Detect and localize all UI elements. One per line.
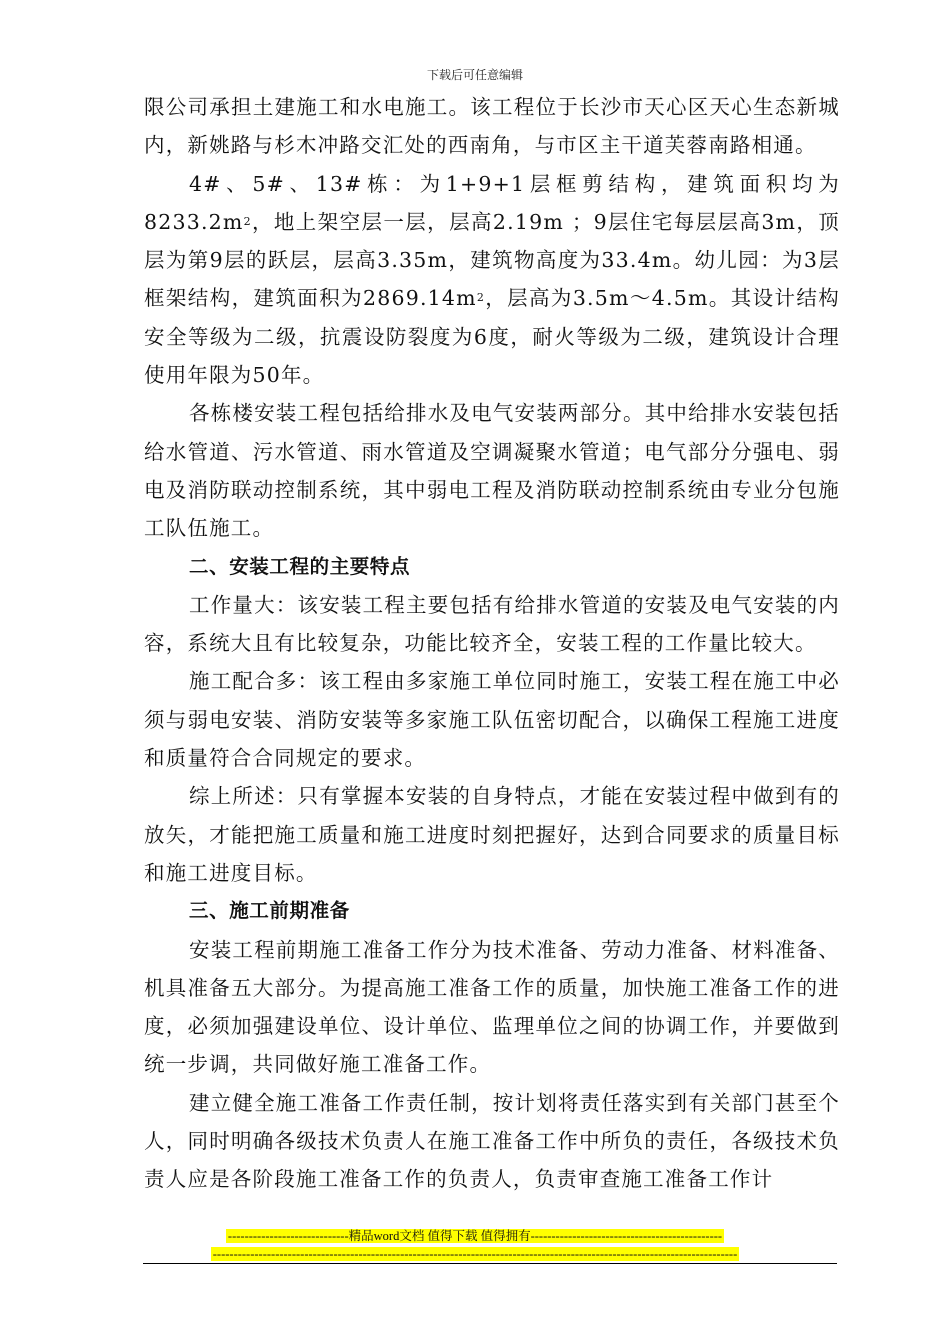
footer-banner-text: -----------------------------精品word文档 值得下载 值得拥有----------------------------------------------: [227, 1229, 723, 1243]
document-body: [144, 88, 840, 1199]
paragraph-2-part-1: 4#、5#、13#栋：为1+9+1层框剪结构，建筑面积均为8233.2m: [144, 171, 840, 234]
section-heading-3: 三、施工前期准备: [189, 899, 350, 923]
paragraph-8: 建立健全施工准备工作责任制，按计划将责任落实到有关部门甚至个人，同时明确各级技术负责人在施工准备工作中所负的责任，各级技术负责人应是各阶段施工准备工作的负责人，负责审查施工准备工作计: [144, 1090, 840, 1192]
paragraph-5: 施工配合多：该工程由多家施工单位同时施工，安装工程在施工中必须与弱电安装、消防安装等多家施工队伍密切配合，以确保工程施工进度和质量符合合同规定的要求。: [144, 669, 840, 771]
paragraph-3: 各栋楼安装工程包括给排水及电气安装两部分。其中给排水安装包括给水管道、污水管道、雨水管道及空调凝聚水管道；电气部分分强电、弱电及消防联动控制系统，其中弱电工程及消防联动控制系统由专业分包施工队伍施工。: [144, 401, 840, 541]
footer-banner-line-2: [0, 1246, 950, 1262]
footer-banner-line-1: [0, 1228, 950, 1244]
footer-banner-dashes: ------------------------------------------------------------------------------------------------------------------------------: [212, 1247, 738, 1261]
paragraph-1: 限公司承担土建施工和水电施工。该工程位于长沙市天心区天心生态新城内，新姚路与杉木冲路交汇处的西南角，与市区主干道芙蓉南路相通。: [144, 95, 840, 158]
superscript-2a: 2: [243, 214, 252, 228]
paragraph-6: 综上所述：只有掌握本安装的自身特点，才能在安装过程中做到有的放矢，才能把施工质量和施工进度时刻把握好，达到合同要求的质量目标和施工进度目标。: [144, 784, 840, 885]
paragraph-2-part-2: ，地上架空层一层，层高2.19m ；9层住宅每层层高3m，顶层为第9层的跃层，层高3.35m，建筑物高度为33.4m。幼儿园：为3层框架结构，建筑面积为2869.14m: [144, 209, 840, 311]
superscript-2b: 2: [476, 291, 486, 305]
section-heading-2: 二、安装工程的主要特点: [189, 554, 411, 578]
paragraph-2: [144, 165, 840, 395]
paragraph-7: 安装工程前期施工准备工作分为技术准备、劳动力准备、材料准备、机具准备五大部分。为提高施工准备工作的质量，加快施工准备工作的进度，必须加强建设单位、设计单位、监理单位之间的协调工作，并要做到统一步调，共同做好施工准备工作。: [144, 937, 840, 1077]
page-header: 下载后可任意编辑: [426, 68, 523, 82]
paragraph-2-part-3: ，层高为3.5m～4.5m。其设计结构安全等级为二级，抗震设防裂度为6度，耐火等级为二级，建筑设计合理使用年限为50年。: [144, 286, 840, 388]
paragraph-4: 工作量大：该安装工程主要包括有给排水管道的安装及电气安装的内容，系统大且有比较复杂，功能比较齐全，安装工程的工作量比较大。: [144, 592, 840, 656]
footer-divider: [143, 1263, 837, 1264]
